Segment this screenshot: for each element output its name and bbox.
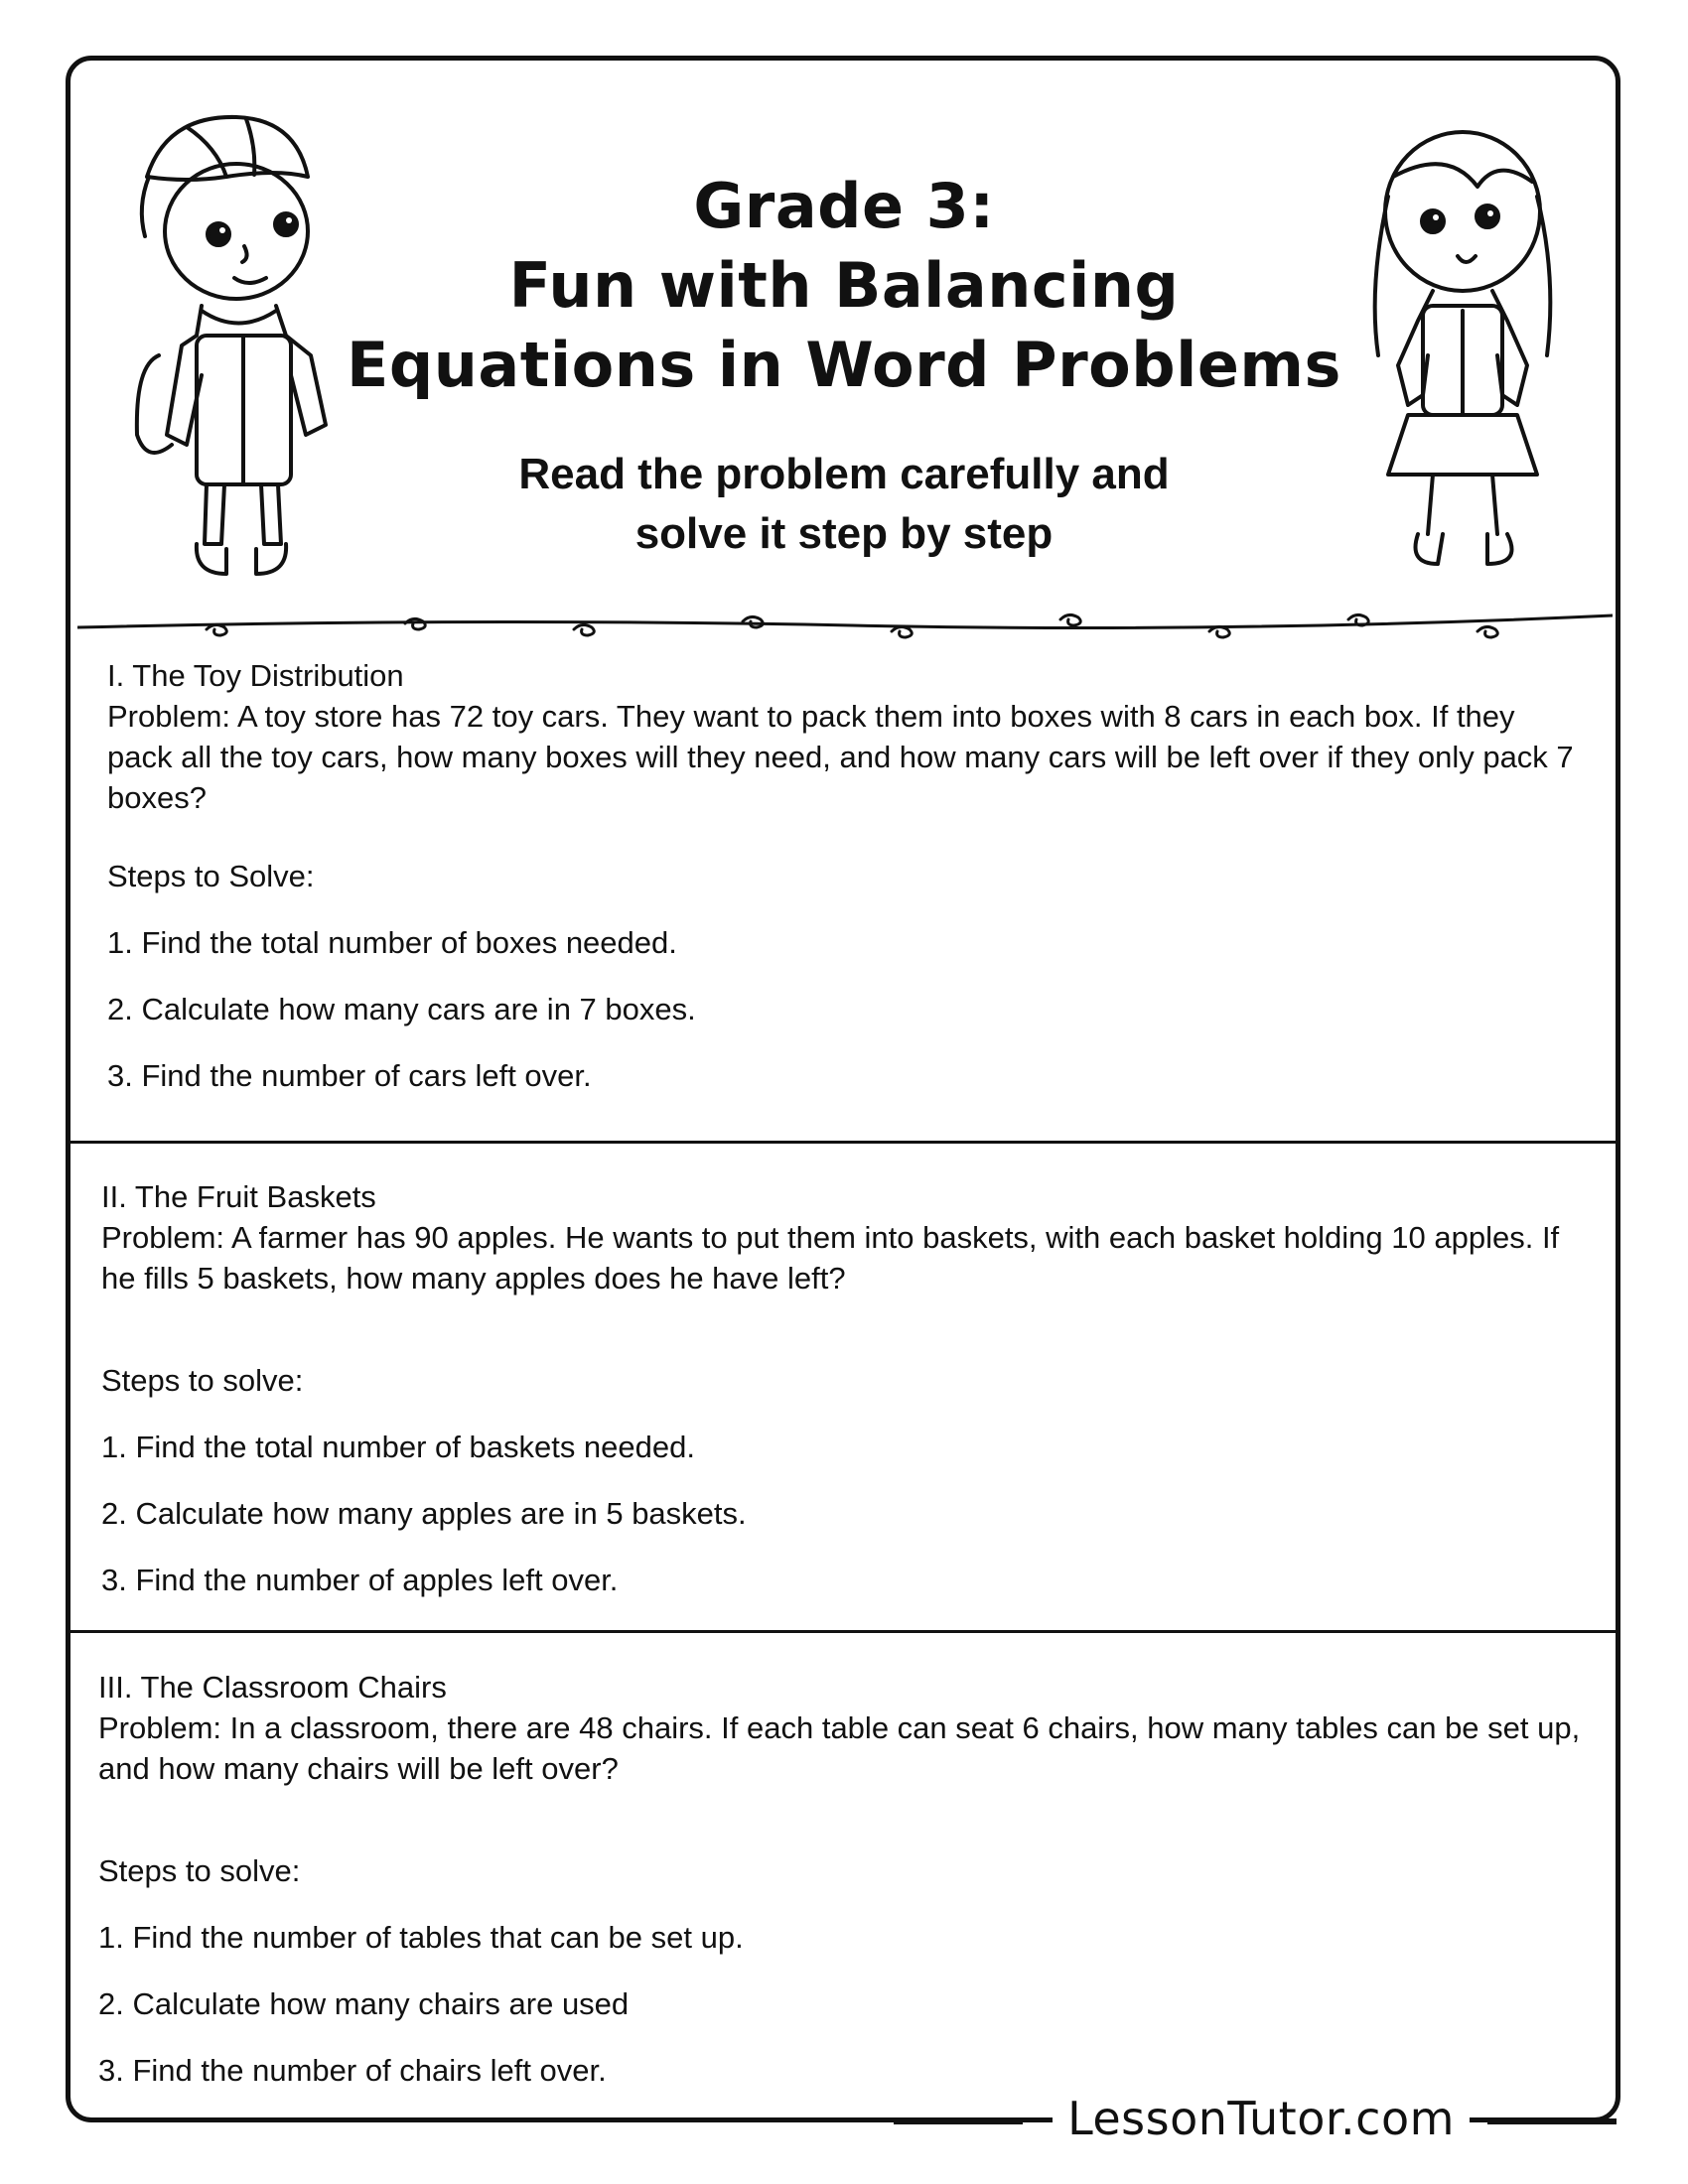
- problem-section-2: [101, 1176, 1581, 1600]
- step-item: 3. Find the number of apples left over.: [101, 1563, 619, 1597]
- step-item: 3. Find the number of chairs left over.: [98, 2053, 607, 2088]
- steps-label: Steps to Solve:: [107, 859, 315, 893]
- step-item: 2. Calculate how many cars are in 7 boxes.: [107, 992, 696, 1026]
- step-item: 1. Find the total number of baskets needed.: [101, 1430, 695, 1464]
- step-item: 1. Find the number of tables that can be set up.: [98, 1920, 744, 1955]
- problem-text: Problem: A farmer has 90 apples. He wants to put them into baskets, with each basket holding 10 apples. If he fills 5 baskets, how many apples does he have left?: [101, 1220, 1560, 1296]
- swirl-divider: [77, 608, 1613, 647]
- step-item: 2. Calculate how many apples are in 5 baskets.: [101, 1496, 747, 1531]
- step-item: 2. Calculate how many chairs are used: [98, 1986, 630, 2021]
- footer-brand: LessonTutor.com: [1053, 2091, 1470, 2146]
- problem-section-1: [107, 655, 1577, 1096]
- steps-label: Steps to solve:: [98, 1853, 301, 1888]
- section-divider: [70, 1630, 1616, 1633]
- boy-illustration: [127, 107, 355, 579]
- steps-label: Steps to solve:: [101, 1363, 304, 1398]
- subtitle-line-2: solve it step by step: [634, 509, 1054, 558]
- section-divider: [70, 1141, 1616, 1144]
- subtitle-line-1: Read the problem carefully and: [518, 450, 1170, 498]
- problem-text: Problem: A toy store has 72 toy cars. They want to pack them into boxes with 8 cars in each box. If they pack all the toy cars, how many boxes will they need, and how many cars will be left over if they only pack 7 boxes?: [107, 699, 1574, 815]
- problem-section-3: [98, 1667, 1588, 2091]
- title-line-3: Equations in Word Problems: [347, 329, 1341, 401]
- step-item: 1. Find the total number of boxes needed.: [107, 925, 677, 960]
- section-heading: III. The Classroom Chairs: [98, 1670, 447, 1705]
- footer-rule-left: [894, 2118, 1023, 2124]
- page-subtitle: [397, 445, 1291, 564]
- title-line-2: Fun with Balancing: [508, 249, 1180, 322]
- step-item: 3. Find the number of cars left over.: [107, 1058, 592, 1093]
- footer-rule-right: [1487, 2118, 1617, 2124]
- girl-illustration: [1348, 107, 1577, 579]
- section-heading: I. The Toy Distribution: [107, 658, 404, 693]
- title-line-1: Grade 3:: [693, 170, 995, 242]
- problem-text: Problem: In a classroom, there are 48 chairs. If each table can seat 6 chairs, how many tables can be set up, and how many chairs will be left over?: [98, 1710, 1581, 1786]
- section-heading: II. The Fruit Baskets: [101, 1179, 376, 1214]
- page-title: [328, 167, 1360, 405]
